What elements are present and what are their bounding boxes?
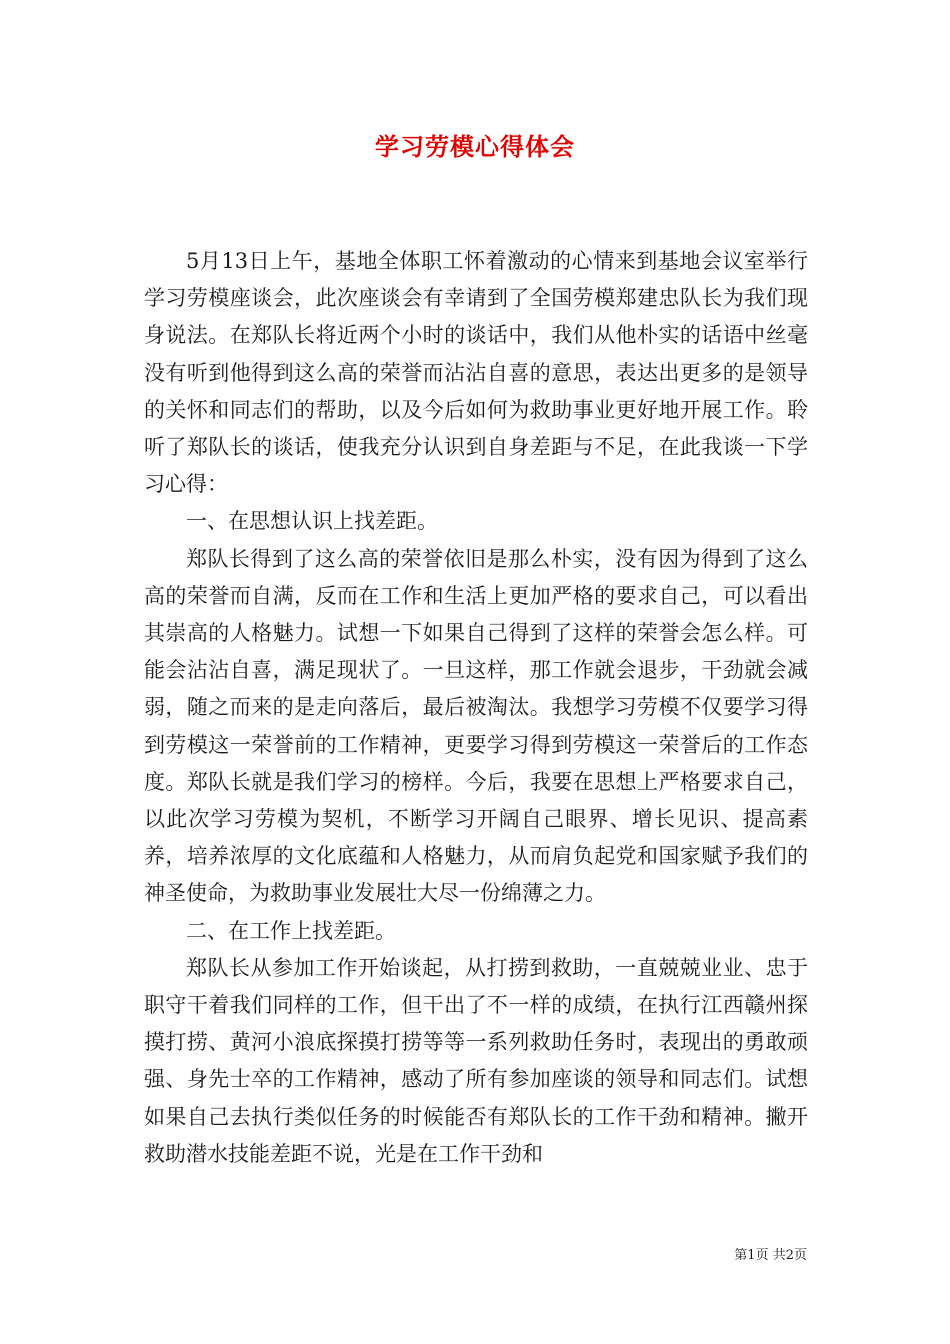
- footer-total-pages: 2: [785, 1248, 794, 1263]
- footer-page-number: 1: [747, 1248, 756, 1263]
- section-heading-2: 二、在工作上找差距。: [186, 918, 396, 943]
- document-body: [144, 243, 808, 1173]
- section-heading-1: 一、在思想认识上找差距。: [186, 509, 438, 534]
- paragraph-section-2: 郑队长从参加工作开始谈起，从打捞到救助，一直兢兢业业、忠于职守干着我们同样的工作，但干出了不一样的成绩，在执行江西赣州探摸打捞、黄河小浪底探摸打捞等等一系列救助任务时，表现出的勇敢顽强、身先士卒的工作精神，感动了所有参加座谈的领导和同志们。试想如果自己去执行类似任务的时候能否有郑队长的工作干劲和精神。撇开救助潜水技能差距不说，光是在工作干劲和: [144, 955, 808, 1166]
- paragraph-intro: 5月13日上午，基地全体职工怀着激动的心情来到基地会议室举行学习劳模座谈会，此次座谈会有幸请到了全国劳模郑建忠队长为我们现身说法。在郑队长将近两个小时的谈话中，我们从他朴实的话语中丝毫没有听到他得到这么高的荣誉而沾沾自喜的意思，表达出更多的是领导的关怀和同志们的帮助，以及今后如何为救助事业更好地开展工作。聆听了郑队长的谈话，使我充分认识到自身差距与不足，在此我谈一下学习心得：: [144, 249, 808, 497]
- paragraph-section-1: 郑队长得到了这么高的荣誉依旧是那么朴实，没有因为得到了这么高的荣誉而自满，反而在工作和生活上更加严格的要求自己，可以看出其崇高的人格魅力。试想一下如果自己得到了这样的荣誉会怎么样。可能会沾沾自喜，满足现状了。一旦这样，那工作就会退步，干劲就会减弱，随之而来的是走向落后，最后被淘汰。我想学习劳模不仅要学习得到劳模这一荣誉前的工作精神，更要学习得到劳模这一荣誉后的工作态度。郑队长就是我们学习的榜样。今后，我要在思想上严格要求自己，以此次学习劳模为契机，不断学习开阔自己眼界、增长见识、提高素养，培养浓厚的文化底蕴和人格魅力，从而肩负起党和国家赋予我们的神圣使命，为救助事业发展壮大尽一份绵薄之力。: [144, 546, 808, 906]
- footer-prefix: 第: [734, 1248, 748, 1263]
- page-number-footer: [734, 1247, 807, 1265]
- footer-suffix: 页: [793, 1248, 807, 1263]
- document-title: 学习劳模心得体会: [375, 132, 575, 161]
- footer-middle: 页 共: [755, 1248, 786, 1263]
